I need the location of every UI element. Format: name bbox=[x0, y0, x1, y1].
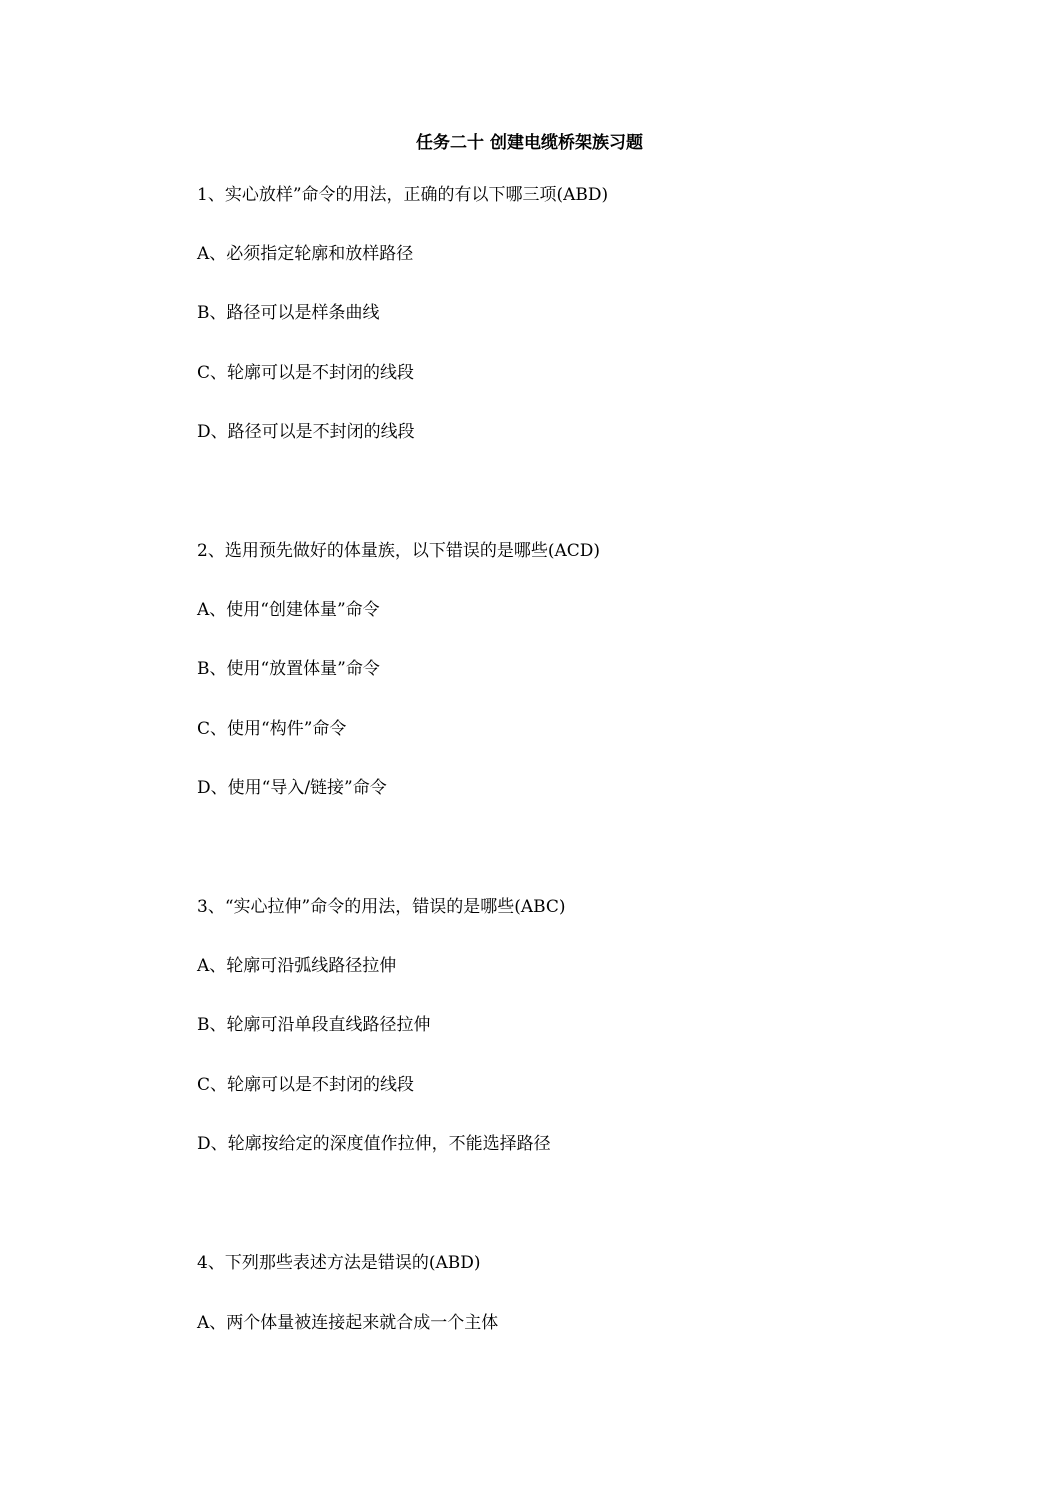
question-3-option-c: C、轮廓可以是不封闭的线段 bbox=[197, 1075, 415, 1095]
question-1-option-a: A、必须指定轮廓和放样路径 bbox=[197, 244, 414, 264]
question-2-option-b: B、使用“放置体量”命令 bbox=[197, 659, 380, 679]
question-3-option-b: B、轮廓可沿单段直线路径拉伸 bbox=[197, 1015, 431, 1035]
question-2-stem: 2、选用预先做好的体量族，以下错误的是哪些(ACD) bbox=[197, 541, 600, 561]
question-1-option-c: C、轮廓可以是不封闭的线段 bbox=[197, 363, 415, 383]
question-3-option-d: D、轮廓按给定的深度值作拉伸，不能选择路径 bbox=[197, 1134, 551, 1154]
question-3-option-a: A、轮廓可沿弧线路径拉伸 bbox=[197, 956, 397, 976]
question-4-stem: 4、下列那些表述方法是错误的(ABD) bbox=[197, 1253, 481, 1273]
question-1-option-d: D、路径可以是不封闭的线段 bbox=[197, 422, 415, 442]
question-1-stem: 1、实心放样”命令的用法，正确的有以下哪三项(ABD) bbox=[197, 185, 609, 205]
question-2-option-a: A、使用“创建体量”命令 bbox=[197, 600, 380, 620]
document-title: 任务二十 创建电缆桥架族习题 bbox=[416, 133, 643, 153]
question-2-option-c: C、使用“构件”命令 bbox=[197, 719, 347, 739]
question-4-option-a: A、两个体量被连接起来就合成一个主体 bbox=[197, 1313, 499, 1333]
question-2-option-d: D、使用“导入/链接”命令 bbox=[197, 778, 387, 798]
question-1-option-b: B、路径可以是样条曲线 bbox=[197, 303, 380, 323]
question-3-stem: 3、“实心拉伸”命令的用法，错误的是哪些(ABC) bbox=[197, 897, 566, 917]
